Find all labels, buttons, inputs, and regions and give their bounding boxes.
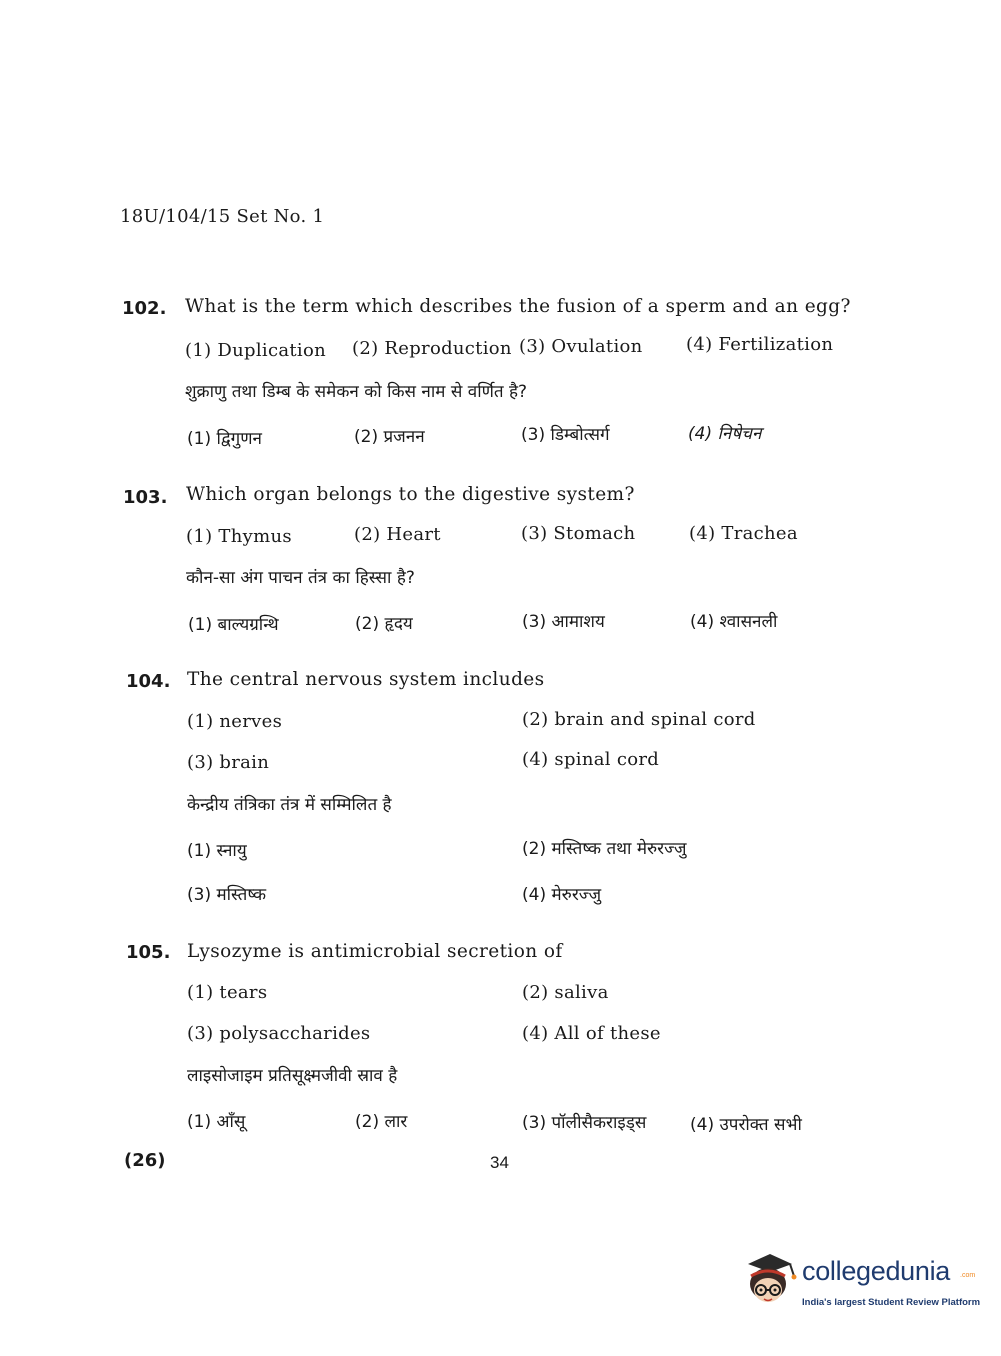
option-en-2: (2) brain and spinal cord — [522, 709, 756, 730]
option-hi-1: (1) बाल्यग्रन्थि — [188, 615, 279, 635]
question-text-hi: कौन-सा अंग पाचन तंत्र का हिस्सा है? — [186, 568, 415, 588]
option-en-1: (1) nerves — [187, 711, 283, 732]
option-en-4: (4) Trachea — [689, 523, 798, 544]
question-number: 104. — [126, 671, 171, 692]
option-en-1: (1) Thymus — [186, 526, 292, 547]
mascot-icon — [740, 1250, 800, 1310]
question-text-en: What is the term which describes the fusion of a sperm and an egg? — [185, 296, 851, 317]
question-number: 103. — [123, 487, 168, 508]
option-hi-1: (1) स्नायु — [187, 841, 247, 861]
question-number: 105. — [126, 942, 171, 963]
option-en-3: (3) polysaccharides — [187, 1023, 371, 1044]
logo-suffix: .com — [960, 1272, 976, 1279]
option-en-4: (4) spinal cord — [522, 749, 660, 770]
option-en-2: (2) saliva — [522, 982, 609, 1003]
set-header: 18U/104/15 Set No. 1 — [120, 206, 325, 227]
question-number: 102. — [122, 298, 167, 319]
option-en-3: (3) Stomach — [521, 523, 636, 544]
collegedunia-logo — [740, 1250, 980, 1320]
option-hi-4: (4) मेरुरज्जु — [522, 885, 602, 905]
option-hi-2: (2) लार — [355, 1112, 408, 1132]
option-hi-2: (2) प्रजनन — [354, 427, 425, 447]
option-hi-1: (1) द्विगुणन — [187, 429, 262, 449]
option-en-1: (1) Duplication — [185, 340, 327, 361]
option-hi-2: (2) मस्तिष्क तथा मेरुरज्जु — [522, 839, 687, 859]
option-hi-3: (3) डिम्बोत्सर्ग — [521, 425, 610, 445]
option-en-3: (3) brain — [187, 752, 270, 773]
question-text-en: Which organ belongs to the digestive system? — [186, 484, 635, 505]
option-hi-1: (1) आँसू — [187, 1112, 246, 1132]
booklet-code: (26) — [124, 1150, 166, 1171]
question-text-en: Lysozyme is antimicrobial secretion of — [187, 941, 563, 962]
question-text-hi: लाइसोजाइम प्रतिसूक्ष्मजीवी स्राव है — [187, 1066, 398, 1086]
question-text-hi: शुक्राणु तथा डिम्ब के समेकन को किस नाम से वर्णित है? — [185, 382, 528, 402]
option-en-4: (4) Fertilization — [686, 334, 834, 355]
question-text-en: The central nervous system includes — [187, 669, 545, 690]
option-en-1: (1) tears — [187, 982, 268, 1003]
option-hi-3: (3) मस्तिष्क — [187, 885, 267, 905]
option-hi-4: (4) निषेचन — [688, 424, 762, 444]
option-hi-4: (4) उपरोक्त सभी — [690, 1115, 802, 1135]
option-hi-2: (2) हृदय — [355, 614, 413, 634]
option-hi-3: (3) पॉलीसैकराइड्स — [522, 1113, 647, 1133]
page-number: 34 — [490, 1153, 509, 1172]
option-en-2: (2) Reproduction — [352, 338, 512, 359]
option-hi-3: (3) आमाशय — [522, 612, 605, 632]
option-en-4: (4) All of these — [522, 1023, 661, 1044]
logo-wordmark: collegedunia — [802, 1256, 951, 1286]
option-en-3: (3) Ovulation — [519, 336, 643, 357]
logo-tagline: India's largest Student Review Platform — [802, 1297, 981, 1308]
option-hi-4: (4) श्वासनली — [690, 612, 778, 632]
option-en-2: (2) Heart — [354, 524, 441, 545]
question-text-hi: केन्द्रीय तंत्रिका तंत्र में सम्मिलित है — [187, 795, 392, 815]
